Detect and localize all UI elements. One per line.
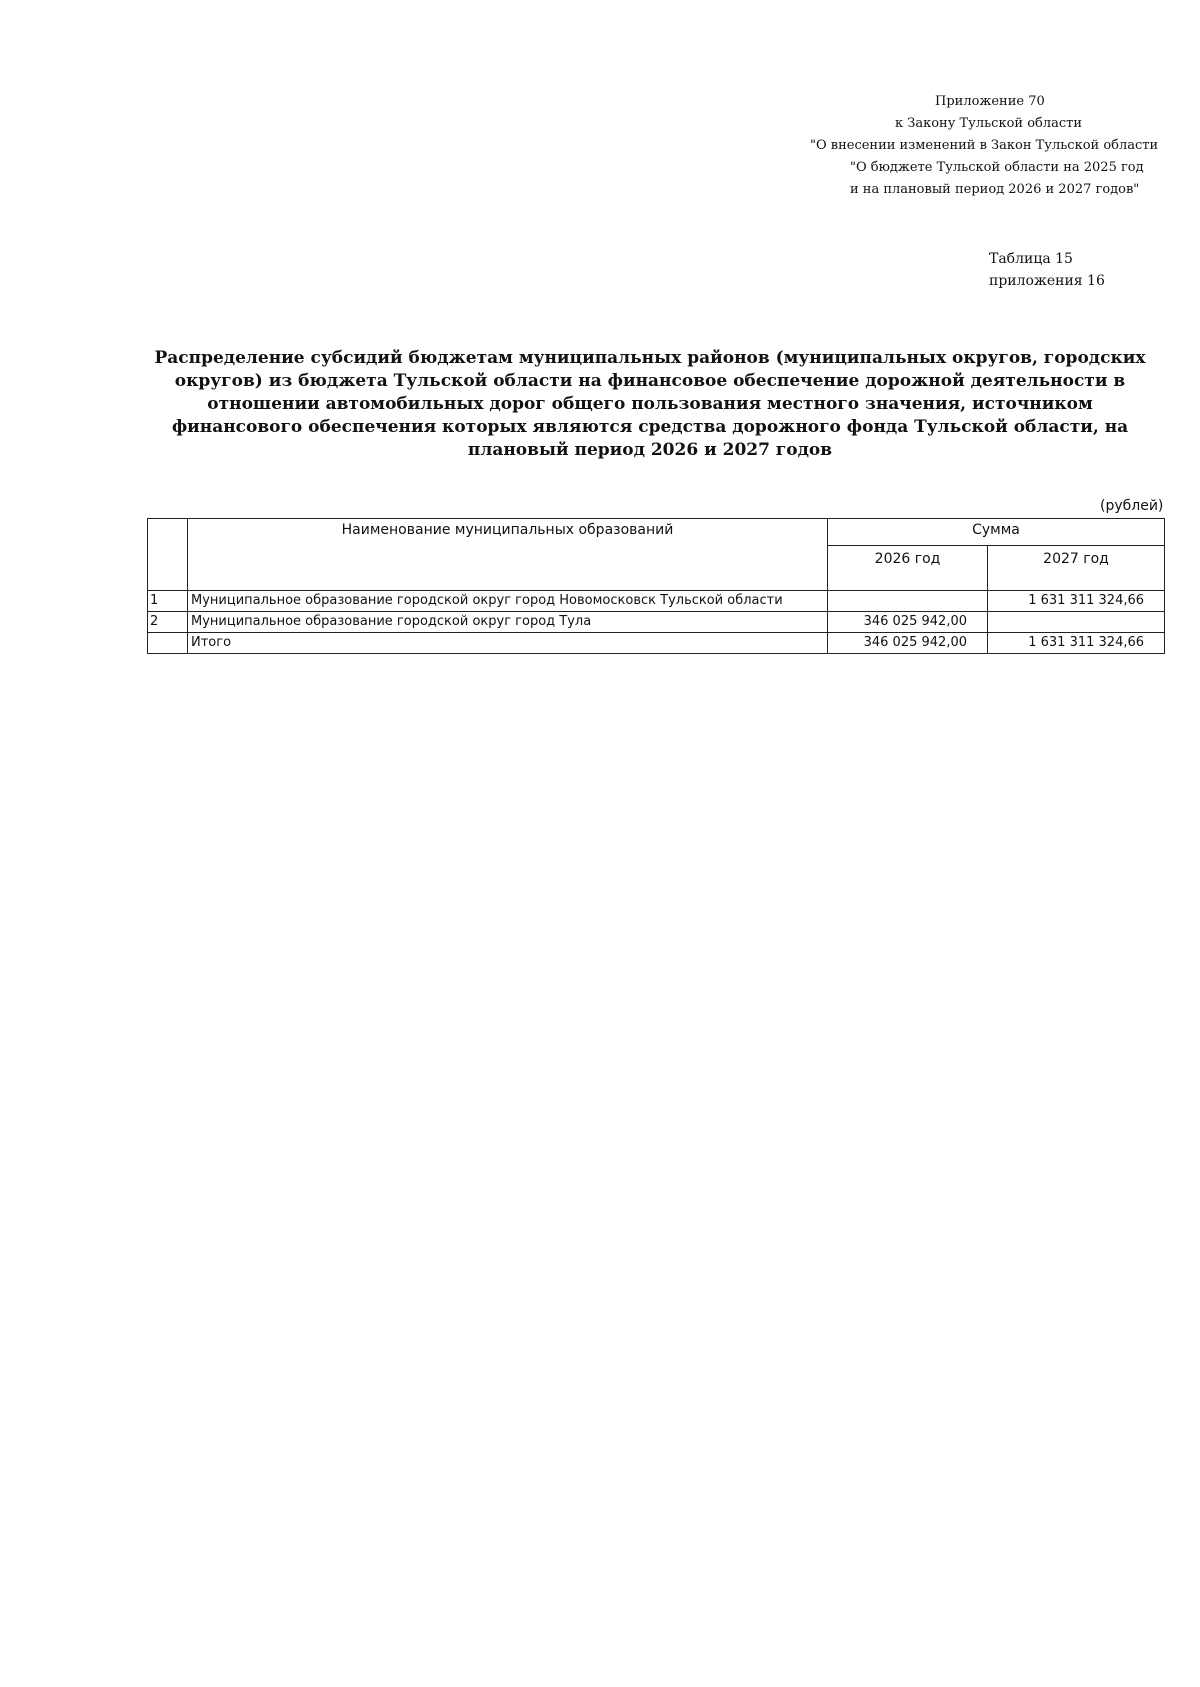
units-label: (рублей) xyxy=(1100,498,1164,514)
row-number: 1 xyxy=(148,591,188,612)
amount-2026 xyxy=(828,591,988,612)
amount-2027 xyxy=(988,612,1165,633)
amount-2026: 346 025 942,00 xyxy=(828,612,988,633)
total-label: Итого xyxy=(188,633,828,654)
name-header: Наименование муниципальных образований xyxy=(188,519,828,591)
row-number: 2 xyxy=(148,612,188,633)
year-2026-header: 2026 год xyxy=(828,546,988,591)
row-number xyxy=(148,633,188,654)
document-title: Распределение субсидий бюджетам муниципальных районов (муниципальных округов, городских округов) из бюджета Тульской области на финансовое обеспечение дорожной деятельности в отношении автомобильных дорог общего пользования местного значения, источником финансового обеспечения которых являются средства дорожного фонда Тульской области, на плановый период 2026 и 2027 годов xyxy=(154,348,1146,460)
total-2027: 1 631 311 324,66 xyxy=(988,633,1165,654)
table-reference xyxy=(989,248,1105,292)
table-number: Таблица 15 xyxy=(989,251,1073,267)
annex-block xyxy=(810,91,1180,201)
annex-line: к Закону Тульской области xyxy=(895,116,1082,131)
sum-header: Сумма xyxy=(828,519,1165,546)
table-header-row xyxy=(148,519,1165,546)
table-row xyxy=(148,612,1165,633)
year-2027-header: 2027 год xyxy=(988,546,1165,591)
subsidy-table xyxy=(147,518,1165,654)
annex-line: и на плановый период 2026 и 2027 годов" xyxy=(850,182,1140,197)
appendix-number: приложения 16 xyxy=(989,273,1105,289)
total-row xyxy=(148,633,1165,654)
index-header xyxy=(148,519,188,591)
municipality-name: Муниципальное образование городской округ город Тула xyxy=(188,612,828,633)
table-row xyxy=(148,591,1165,612)
annex-line: Приложение 70 xyxy=(935,94,1045,109)
annex-line: "О внесении изменений в Закон Тульской области xyxy=(810,138,1159,153)
municipality-name: Муниципальное образование городской округ город Новомосковск Тульской области xyxy=(188,591,828,612)
total-2026: 346 025 942,00 xyxy=(828,633,988,654)
amount-2027: 1 631 311 324,66 xyxy=(988,591,1165,612)
annex-line: "О бюджете Тульской области на 2025 год xyxy=(850,160,1144,175)
